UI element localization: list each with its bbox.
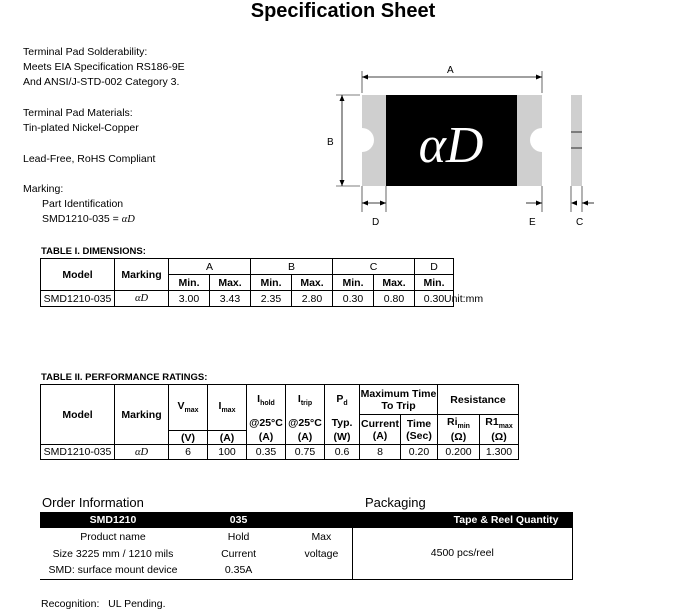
t2-h-current: Current (A) [360, 415, 401, 445]
t1-marking: αD [115, 291, 169, 307]
recognition-text: Recognition: UL Pending. [41, 598, 166, 610]
t2-val-2: 0.35 [247, 445, 286, 460]
t1-sub-6: Min. [415, 275, 454, 291]
t2-h-model: Model [41, 385, 115, 445]
order-r1-c1: Product name [80, 530, 146, 543]
chip-side-view [571, 95, 582, 186]
t2-h-maxtime: Maximum Time To Trip [360, 385, 438, 415]
order-r2-c1: Size 3225 mm / 1210 mils [52, 547, 174, 560]
marking-heading: Marking: [23, 183, 64, 195]
t1-sub-0: Min. [169, 275, 210, 291]
t2-h-time: Time (Sec) [401, 415, 438, 445]
solderability-heading: Terminal Pad Solderability: [23, 46, 148, 58]
dim-d-arrow-left [362, 201, 368, 206]
dimensions-table [40, 258, 454, 307]
table2-caption: TABLE II. PERFORMANCE RATINGS: [41, 372, 208, 383]
dim-e-label: E [529, 217, 536, 228]
order-table [40, 512, 573, 580]
t1-model: SMD1210-035 [41, 291, 115, 307]
t1-val-6: 0.30 [415, 291, 454, 307]
t1-sub-5: Max. [374, 275, 415, 291]
dim-e-arrow-right [571, 201, 577, 206]
dim-b-arrow-top [340, 95, 345, 101]
t2-val-5: 8 [360, 445, 401, 460]
order-title: Order Information [42, 495, 144, 510]
chip-drawing [320, 55, 600, 235]
pack-qty: 4500 pcs/reel [352, 528, 572, 579]
t2-unit-1: (A) [208, 431, 247, 445]
t1-h-c: C [333, 259, 415, 275]
t2-val-1: 100 [208, 445, 247, 460]
order-r1-c3: Max [311, 530, 332, 543]
t2-model: SMD1210-035 [41, 445, 115, 460]
t1-h-b: B [251, 259, 333, 275]
page-title: Specification Sheet [250, 0, 436, 22]
dim-d-arrow-right [380, 201, 386, 206]
t1-unit: Unit:mm [444, 293, 484, 305]
order-r1-c2: Hold [227, 530, 250, 543]
t2-h-pd: $P_d$ [325, 385, 360, 415]
compliance-text: Lead-Free, RoHS Compliant [23, 153, 156, 165]
order-r3-c2: 0.35A [186, 562, 291, 579]
materials-heading: Terminal Pad Materials: [23, 107, 133, 119]
order-r3-c1: SMD: surface mount device [40, 562, 186, 579]
t2-h-vmax: $V_{max}$ [169, 385, 208, 431]
order-h-part: SMD1210 [40, 512, 186, 528]
materials-line1: Tin-plated Nickel-Copper [23, 122, 139, 134]
part-example-mark: αD [121, 214, 135, 225]
dim-c-label: C [576, 217, 584, 228]
t1-val-2: 2.35 [251, 291, 292, 307]
t2-h-ihold: $I_{hold}$ [247, 385, 286, 415]
solderability-line1: Meets EIA Specification RS186-9E [23, 61, 185, 73]
order-h-code: 035 [186, 512, 291, 528]
chip-mark: αD [418, 117, 484, 174]
t2-h-ri: $Ri_{min}$ (Ω) [438, 415, 480, 445]
order-r2-c2: Current [221, 547, 257, 560]
t1-sub-2: Min. [251, 275, 292, 291]
dim-a-arrow-right [536, 75, 542, 80]
t2-h-resistance: Resistance [438, 385, 519, 415]
t1-sub-4: Min. [333, 275, 374, 291]
order-r3-c3 [291, 562, 352, 579]
dim-a-label: A [447, 65, 454, 76]
t1-h-marking: Marking [115, 259, 169, 291]
t2-val-4: 0.6 [325, 445, 360, 460]
packaging-title: Packaging [365, 495, 426, 510]
t1-h-d: D [415, 259, 454, 275]
t2-unit-0: (V) [169, 431, 208, 445]
part-example [42, 212, 135, 227]
order-h-blank [291, 512, 352, 528]
t2-val-6: 0.20 [401, 445, 438, 460]
t2-h-at25a: @25°C [247, 415, 286, 431]
solderability-block [23, 45, 185, 90]
part-identification: Part Identification [42, 198, 124, 210]
t1-val-0: 3.00 [169, 291, 210, 307]
t2-val-0: 6 [169, 445, 208, 460]
t1-h-a: A [169, 259, 251, 275]
t2-h-itrip: $I_{trip}$ [286, 385, 325, 415]
t2-val-8: 1.300 [480, 445, 519, 460]
t2-h-typ: Typ. [325, 415, 360, 431]
dim-a-arrow-left [362, 75, 368, 80]
dim-b-label: B [327, 137, 334, 148]
order-r2-c3: voltage [304, 547, 339, 560]
table1-caption: TABLE I. DIMENSIONS: [41, 246, 146, 257]
t2-unit-3: (A) [286, 431, 325, 445]
part-example-prefix: SMD1210-035 = [42, 213, 119, 225]
t2-h-at25b: @25°C [286, 415, 325, 431]
dim-b-arrow-bottom [340, 180, 345, 186]
t2-h-marking: Marking [115, 385, 169, 445]
t1-val-5: 0.80 [374, 291, 415, 307]
t2-h-r1: $R1_{max}$ (Ω) [480, 415, 519, 445]
t2-h-imax: $I_{max}$ [208, 385, 247, 431]
order-h-pack: Tape & Reel Quantity [352, 512, 572, 528]
t1-val-4: 0.30 [333, 291, 374, 307]
dim-d-label: D [372, 217, 380, 228]
t2-marking: αD [115, 445, 169, 460]
t1-val-1: 3.43 [210, 291, 251, 307]
t2-unit-2: (A) [247, 431, 286, 445]
dim-e-arrow-left [536, 201, 542, 206]
t1-val-3: 2.80 [292, 291, 333, 307]
t1-sub-3: Max. [292, 275, 333, 291]
solderability-line2: And ANSI/J-STD-002 Category 3. [23, 76, 180, 88]
t1-sub-1: Max. [210, 275, 251, 291]
t2-val-3: 0.75 [286, 445, 325, 460]
performance-table [40, 384, 519, 460]
t2-unit-4: (W) [325, 431, 360, 445]
t1-h-model: Model [41, 259, 115, 291]
materials-block [23, 106, 139, 136]
t2-val-7: 0.200 [438, 445, 480, 460]
